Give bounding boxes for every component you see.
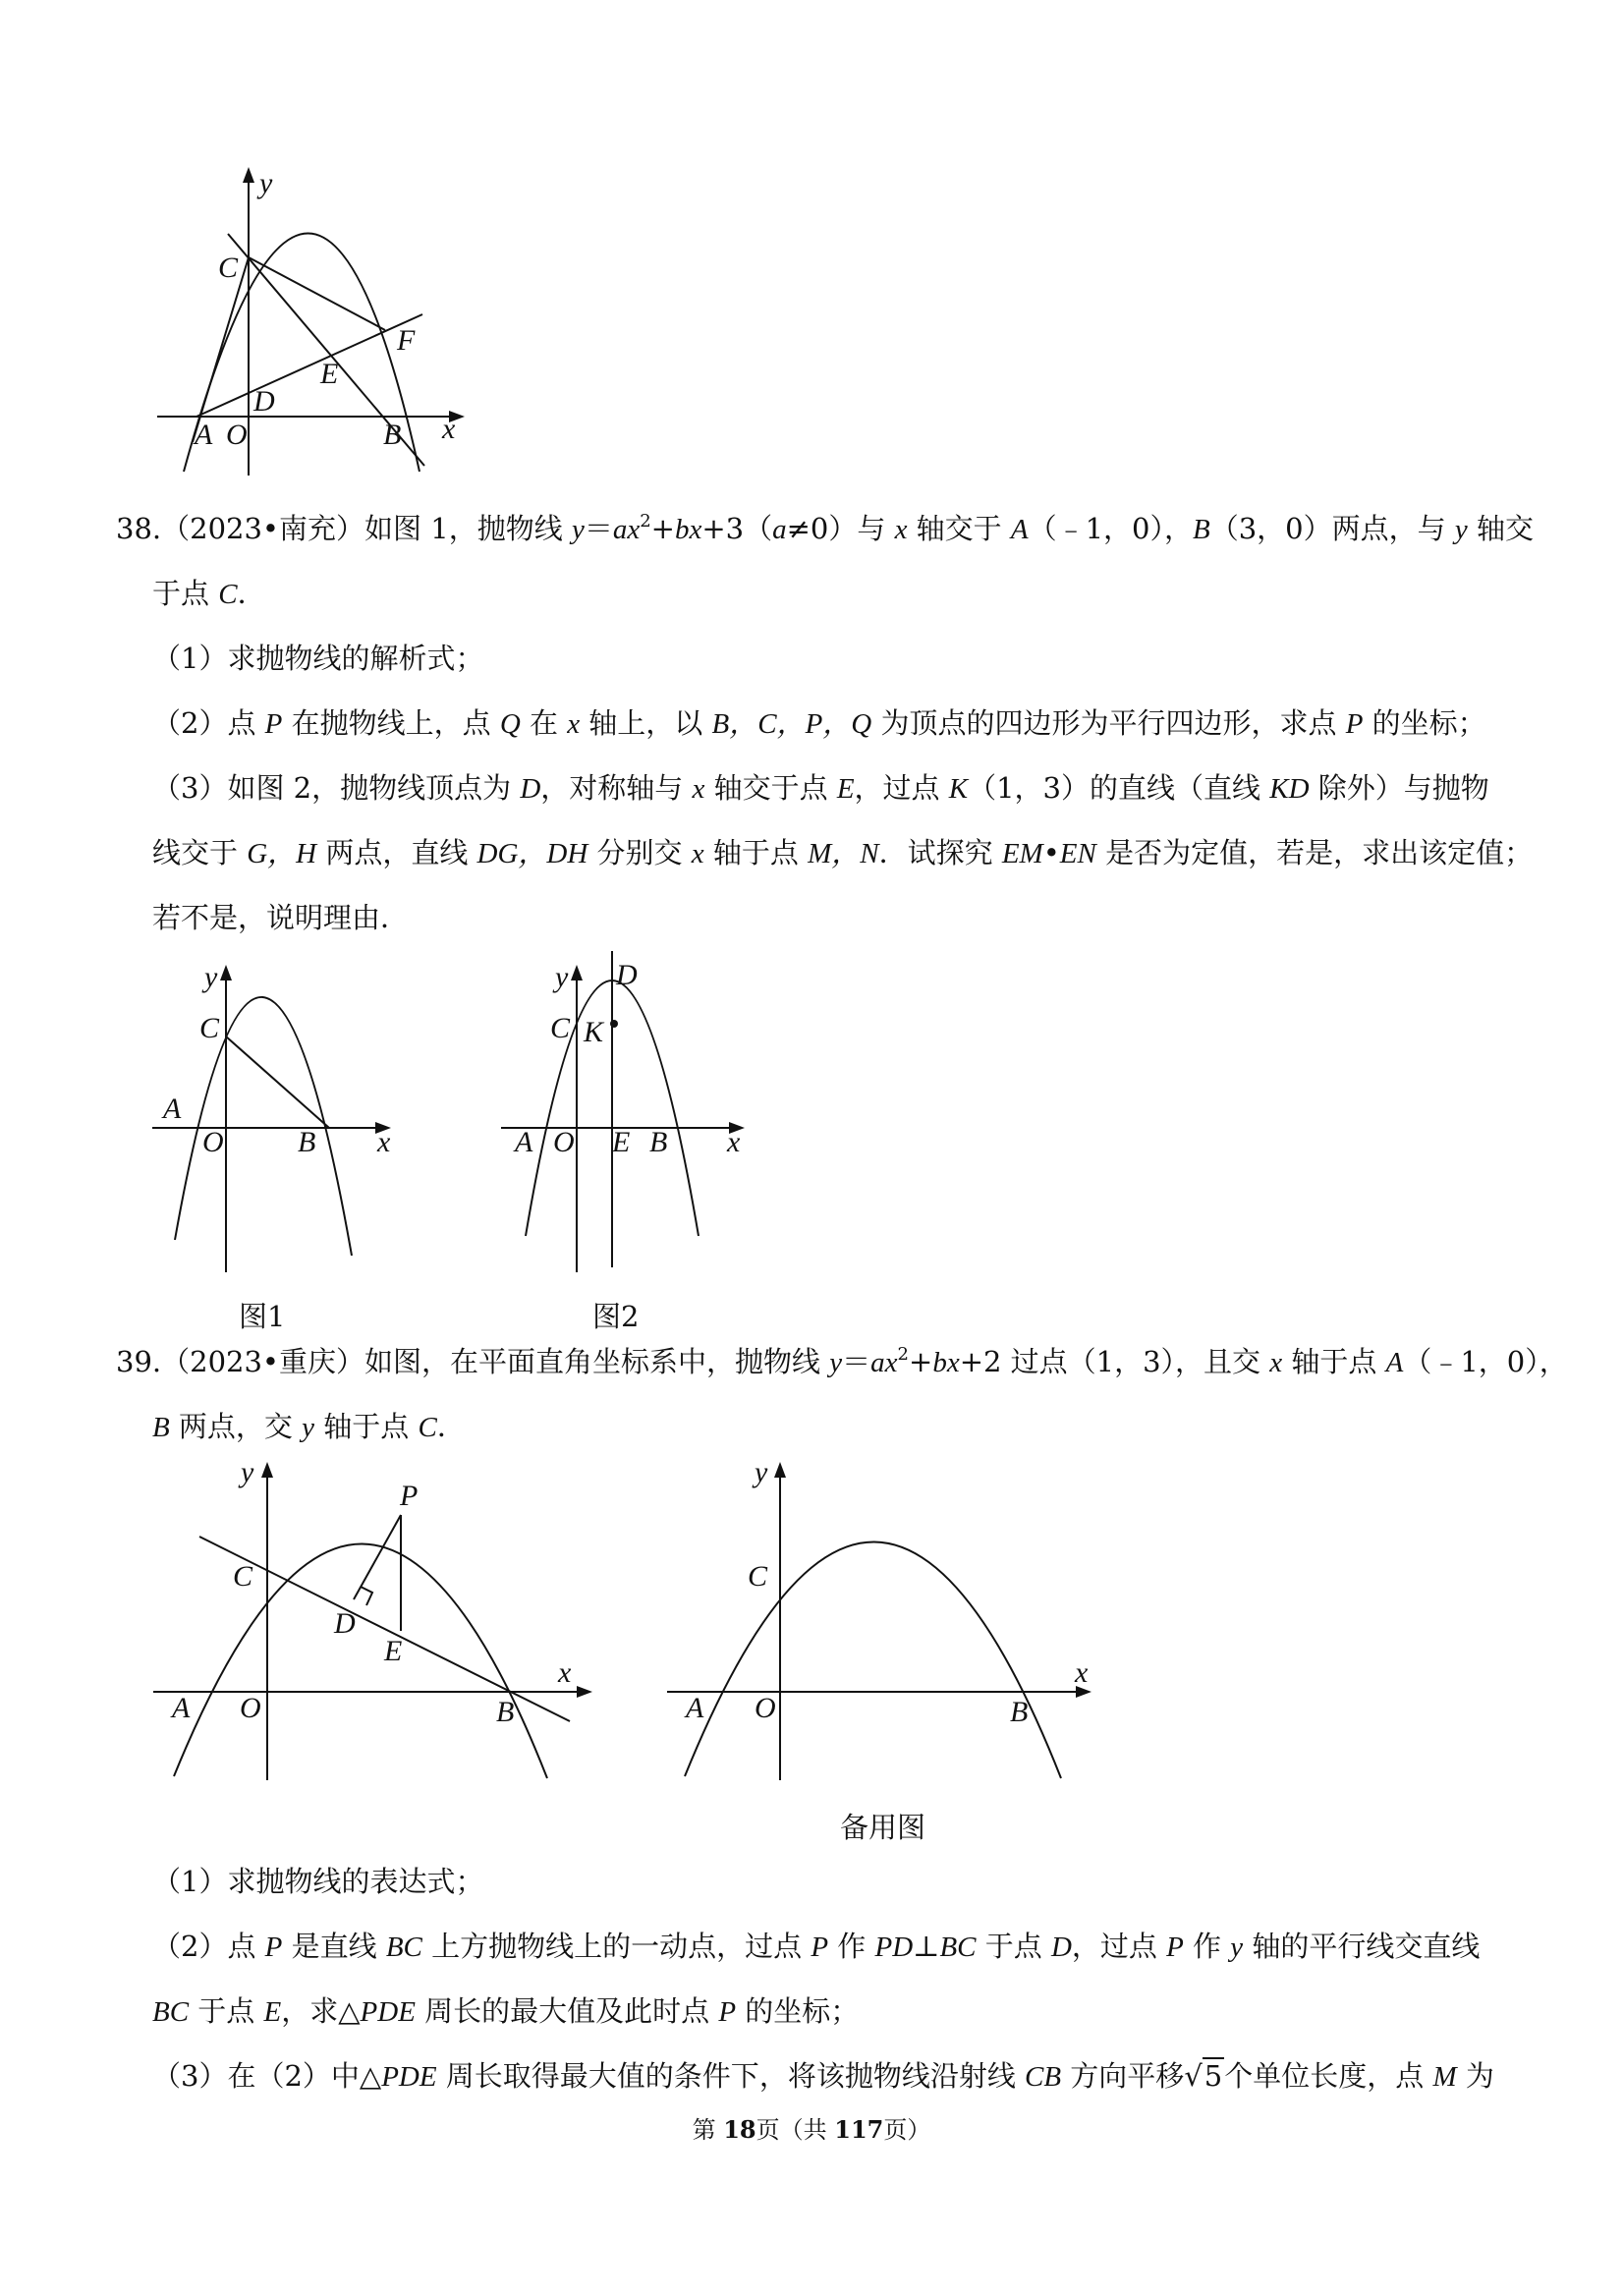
figure-2-caption: 图2 [592,1300,640,1333]
label-A: A [686,1692,704,1724]
q39-line1: 39.（2023•重庆）如图，在平面直角坐标系中，抛物线 $y=ax^2+bx+2$ 过点（1，3），且交 x 轴于点 A（﹣1，0）， [116,1344,1568,1378]
figure-1-caption: 图1 [239,1300,286,1333]
parabola [685,1541,1061,1778]
label-y: y [555,961,569,993]
total-pages: 117 [834,2115,884,2144]
label-x: x [442,413,456,445]
sqrt-5: √5 [1184,2059,1223,2093]
q38-line1: 38.（2023•南充）如图 1，抛物线 $y=ax^2+bx+3(a\ne 0)$与 x 轴交于 A（﹣1，0），B（3，0）两点，与 y 轴交 [116,511,1534,545]
label-F: F [397,324,416,357]
label-C: C [218,252,239,284]
q39-part2-line1: （2）点 P 是直线 BC 上方抛物线上的一动点，过点 P 作 PD⊥BC 于点 D，过点 P 作 y 轴的平行线交直线 [152,1930,1481,1963]
label-A: A [195,419,213,451]
label-B: B [649,1126,668,1158]
label-y: y [241,1456,254,1488]
label-K: K [584,1016,604,1048]
label-O: O [226,419,248,451]
label-B: B [298,1126,316,1158]
label-B: B [1010,1696,1029,1728]
q39-part2-line2: BC 于点 E，求△PDE 周长的最大值及此时点 P 的坐标； [152,1994,860,2028]
y-axis-arrow [774,1462,786,1478]
label-B: B [383,419,402,451]
label-x: x [727,1126,741,1158]
label-x: x [558,1656,572,1689]
label-O: O [755,1692,776,1724]
q39-part3-line1: （3）在（2）中△PDE 周长取得最大值的条件下，将该抛物线沿射线 CB 方向平移√5个单位长度，点 M 为 [152,2056,1623,2097]
label-B: B [496,1696,515,1728]
label-x: x [377,1126,391,1158]
label-D: D [253,385,275,418]
label-P: P [400,1480,419,1512]
page-number: 18 [723,2115,756,2144]
label-x: x [1075,1656,1089,1689]
spare-figure-caption: 备用图 [840,1811,926,1844]
label-E: E [320,358,339,390]
page-footer: 第 18页（共 117页） [692,2115,931,2144]
label-O: O [240,1692,261,1724]
label-y: y [755,1456,768,1488]
label-E: E [612,1126,631,1158]
q38-part3-line3: 若不是，说明理由． [152,901,410,934]
q39-line2: B 两点，交 y 轴于点 C． [152,1410,466,1443]
label-A: A [172,1692,191,1724]
q38-part3-line1: （3）如图 2，抛物线顶点为 D，对称轴与 x 轴交于点 E，过点 K（1，3）的直线（直线 KD 除外）与抛物 [152,771,1489,805]
label-E: E [384,1635,403,1667]
label-C: C [550,1012,571,1044]
label-C: C [233,1560,253,1593]
q39-part1: （1）求抛物线的表达式； [152,1865,484,1898]
label-O: O [553,1126,575,1158]
q38-part1: （1）求抛物线的解析式； [152,642,484,675]
label-C: C [748,1560,768,1593]
label-y: y [204,961,218,993]
label-A: A [515,1126,533,1158]
label-y: y [259,167,273,199]
label-O: O [202,1126,224,1158]
q38-part2: （2）点 P 在抛物线上，点 Q 在 x 轴上，以 B，C，P，Q 为顶点的四边形为平行四边形，求点 P 的坐标； [152,706,1486,740]
label-C: C [199,1012,220,1044]
q38-line2: 于点 C． [152,577,266,610]
label-D: D [616,959,638,991]
q38-part3-line2: 线交于 G，H 两点，直线 DG，DH 分别交 x 轴于点 M，N．试探究 EM•EN 是否为定值，若是，求出该定值； [152,836,1534,869]
label-D: D [334,1607,356,1640]
label-A: A [163,1092,182,1125]
